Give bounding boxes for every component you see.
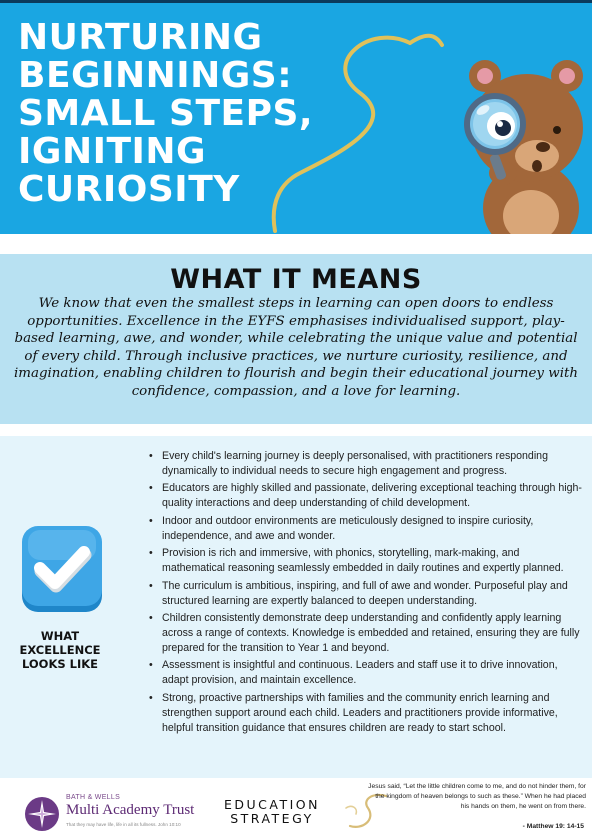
bible-quote-reference: - Matthew 19: 14-15 [522,823,584,830]
header-banner [0,3,592,234]
list-item: • Strong, proactive partnerships with families and the community enrich learning and strengthen support around each child. Leaders and practitioners provide informative, helpful transition guidance that ensures children are ready to start school. [148,691,584,736]
list-item: • Every child's learning journey is deeply personalised, with practitioners responding dynamically to individual needs to secure high engagement and progress. [148,449,584,479]
list-item: • Assessment is insightful and continuous. Leaders and staff use it to drive innovation, adapt provision, and maintain excellence. [148,658,584,688]
trust-small-text: BATH & WELLS [66,794,121,801]
list-item: • Indoor and outdoor environments are meticulously designed to inspire curiosity, independence, and awe and wonder. [148,514,584,544]
list-item: • Provision is rich and immersive, with phonics, storytelling, mark-making, and mathematical reasoning seamlessly embedded in daily routines and expertly planned. [148,546,584,576]
trust-verse: That they may have life, life in all its fullness. John 10:10 [66,822,181,827]
strategy-line1: EDUCATION [224,797,320,812]
list-item: • The curriculum is ambitious, inspiring, and full of awe and wonder. Purposeful play and structured learning are expertly balanced to deepen understanding. [148,579,584,609]
section-title: WHAT IT MEANS [170,264,422,295]
page-title: NURTURING BEGINNINGS: SMALL STEPS, IGNITING CURIOSITY [18,17,314,210]
excellence-list [148,449,584,738]
spacer [0,424,592,436]
bear-magnifier-illustration [445,58,585,234]
trust-name: Multi Academy Trust [66,802,195,818]
what-excellence-looks-like-section [0,436,592,778]
education-strategy-label [214,798,330,826]
trust-star-logo-icon [24,796,60,832]
what-it-means-section [0,254,592,424]
list-item: • Educators are highly skilled and passionate, delivering exceptional teaching through high-quality interactions and deep understanding of child development. [148,481,584,511]
section-body: We know that even the smallest steps in learning can open doors to endless opportunities. Excellence in the EYFS emphasises individualised support, play-based learning, awe, and wonder, while celebrating the unique value and potential of every child. Through inclusive practices, we nurture curiosity, resilience, and imagination, enabling children to flourish and begin their educational journey with confidence, compassion, and a love for learning. [13,296,578,399]
strategy-line2: STRATEGY [230,811,314,826]
bible-quote: Jesus said, “Let the little children come to me, and do not hinder them, for the kingdom of heaven belongs to such as these.” When he had placed his hands on them, he went on from there. [368,783,586,810]
checkmark-icon [20,524,104,616]
spacer [0,234,592,254]
excellence-label: WHAT EXCELLENCE LOOKS LIKE [19,629,101,671]
footer [0,778,592,836]
list-item: • Children consistently demonstrate deep understanding and confidently apply learning across a range of contexts. Knowledge is embedded and retained, ensuring they are fully prepared for the transition to Year 1 and beyond. [148,611,584,656]
